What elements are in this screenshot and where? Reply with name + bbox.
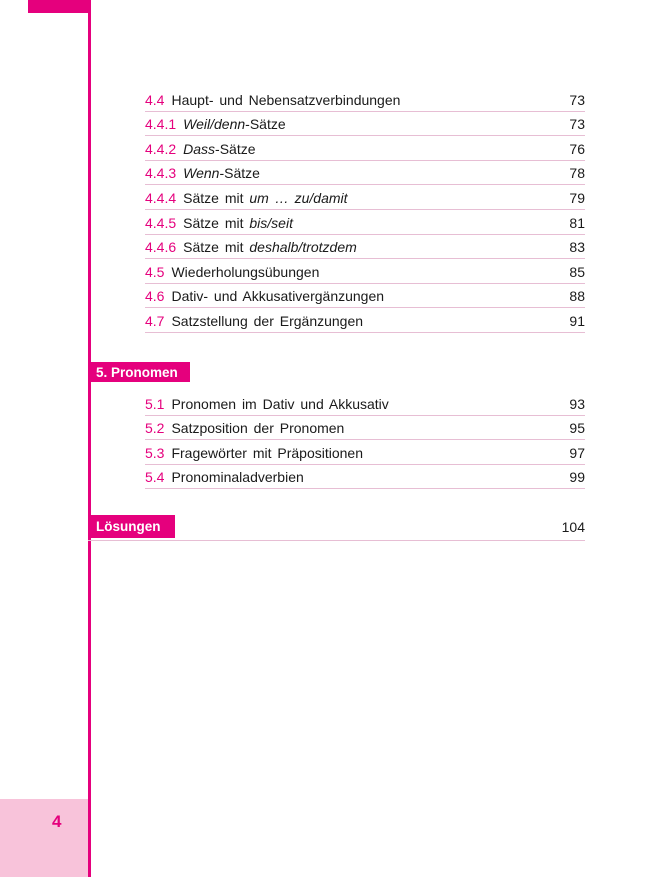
toc-entry-number: 5.3 bbox=[145, 444, 165, 461]
toc-entry-title: Weil/denn-Sätze bbox=[183, 116, 286, 133]
toc-entry-number: 4.4.1 bbox=[145, 116, 177, 133]
toc-row bbox=[145, 185, 585, 210]
solutions-row bbox=[88, 518, 585, 541]
toc-entry-title: Fragewörter mit Präpositionen bbox=[171, 444, 363, 461]
toc-entry-number: 4.6 bbox=[145, 288, 165, 305]
toc-entry-title: Dass-Sätze bbox=[183, 140, 256, 157]
toc-entry-page-number: 91 bbox=[569, 312, 585, 329]
toc-row bbox=[145, 465, 585, 490]
page-number: 4 bbox=[52, 812, 62, 831]
top-left-accent-bar bbox=[28, 0, 90, 13]
toc-entry-page-number: 81 bbox=[569, 214, 585, 231]
toc-entry-number: 5.4 bbox=[145, 469, 165, 486]
toc-entry-page-number: 73 bbox=[569, 91, 585, 108]
toc-entry-title: Pronomen im Dativ und Akkusativ bbox=[171, 395, 389, 412]
toc-entry-title: Pronominaladverbien bbox=[171, 469, 304, 486]
toc-section-4-list bbox=[145, 87, 585, 333]
toc-entry-number: 4.7 bbox=[145, 312, 165, 329]
toc-entry-number: 4.4.6 bbox=[145, 239, 177, 256]
toc-entry-title: Wiederholungsübungen bbox=[171, 263, 320, 280]
solutions-heading bbox=[88, 515, 175, 538]
toc-entry-number: 4.4.5 bbox=[145, 214, 177, 231]
toc-entry-number: 4.4.2 bbox=[145, 140, 177, 157]
toc-row bbox=[145, 416, 585, 441]
toc-row bbox=[145, 259, 585, 284]
toc-entry-title: Satzstellung der Ergänzungen bbox=[171, 312, 364, 329]
toc-entry-page-number: 78 bbox=[569, 165, 585, 182]
toc-entry-number: 4.5 bbox=[145, 263, 165, 280]
toc-entry-number: 5.2 bbox=[145, 420, 165, 437]
toc-entry-number: 4.4 bbox=[145, 91, 165, 108]
solutions-label: Lösungen bbox=[96, 519, 161, 534]
toc-entry-page-number: 76 bbox=[569, 140, 585, 157]
toc-entry-page-number: 88 bbox=[569, 288, 585, 305]
toc-entry-title: Sätze mit deshalb/trotzdem bbox=[183, 239, 357, 256]
page-number-box bbox=[0, 799, 88, 877]
toc-row bbox=[145, 161, 585, 186]
toc-entry-page-number: 99 bbox=[569, 469, 585, 486]
toc-entry-title: Wenn-Sätze bbox=[183, 165, 260, 182]
toc-entry-number: 4.4.4 bbox=[145, 189, 177, 206]
toc-entry-page-number: 85 bbox=[569, 263, 585, 280]
toc-entry-page-number: 95 bbox=[569, 420, 585, 437]
toc-entry-number: 4.4.3 bbox=[145, 165, 177, 182]
section-5-heading-label: 5. Pronomen bbox=[96, 364, 178, 380]
toc-row bbox=[145, 284, 585, 309]
toc-row bbox=[145, 112, 585, 137]
toc-entry-page-number: 83 bbox=[569, 239, 585, 256]
toc-entry-page-number: 73 bbox=[569, 116, 585, 133]
toc-entry-title: Haupt- und Nebensatzverbindungen bbox=[171, 91, 401, 108]
toc-entry-number: 5.1 bbox=[145, 395, 165, 412]
left-vertical-rule bbox=[88, 0, 91, 877]
toc-row bbox=[145, 87, 585, 112]
toc-entry-title: Satzposition der Pronomen bbox=[171, 420, 345, 437]
toc-entry-title: Sätze mit bis/seit bbox=[183, 214, 293, 231]
toc-entry-page-number: 93 bbox=[569, 395, 585, 412]
toc-section-5-list bbox=[145, 391, 585, 489]
toc-row bbox=[145, 440, 585, 465]
toc-row bbox=[145, 235, 585, 260]
toc-entry-page-number: 79 bbox=[569, 189, 585, 206]
section-5-heading bbox=[88, 362, 190, 382]
toc-row bbox=[145, 308, 585, 333]
toc-entry-page-number: 97 bbox=[569, 444, 585, 461]
toc-entry-title: Sätze mit um … zu/damit bbox=[183, 189, 348, 206]
toc-row bbox=[145, 210, 585, 235]
solutions-page-number: 104 bbox=[561, 519, 585, 535]
toc-row bbox=[145, 136, 585, 161]
toc-row bbox=[145, 391, 585, 416]
toc-entry-title: Dativ- und Akkusativergänzungen bbox=[171, 288, 385, 305]
